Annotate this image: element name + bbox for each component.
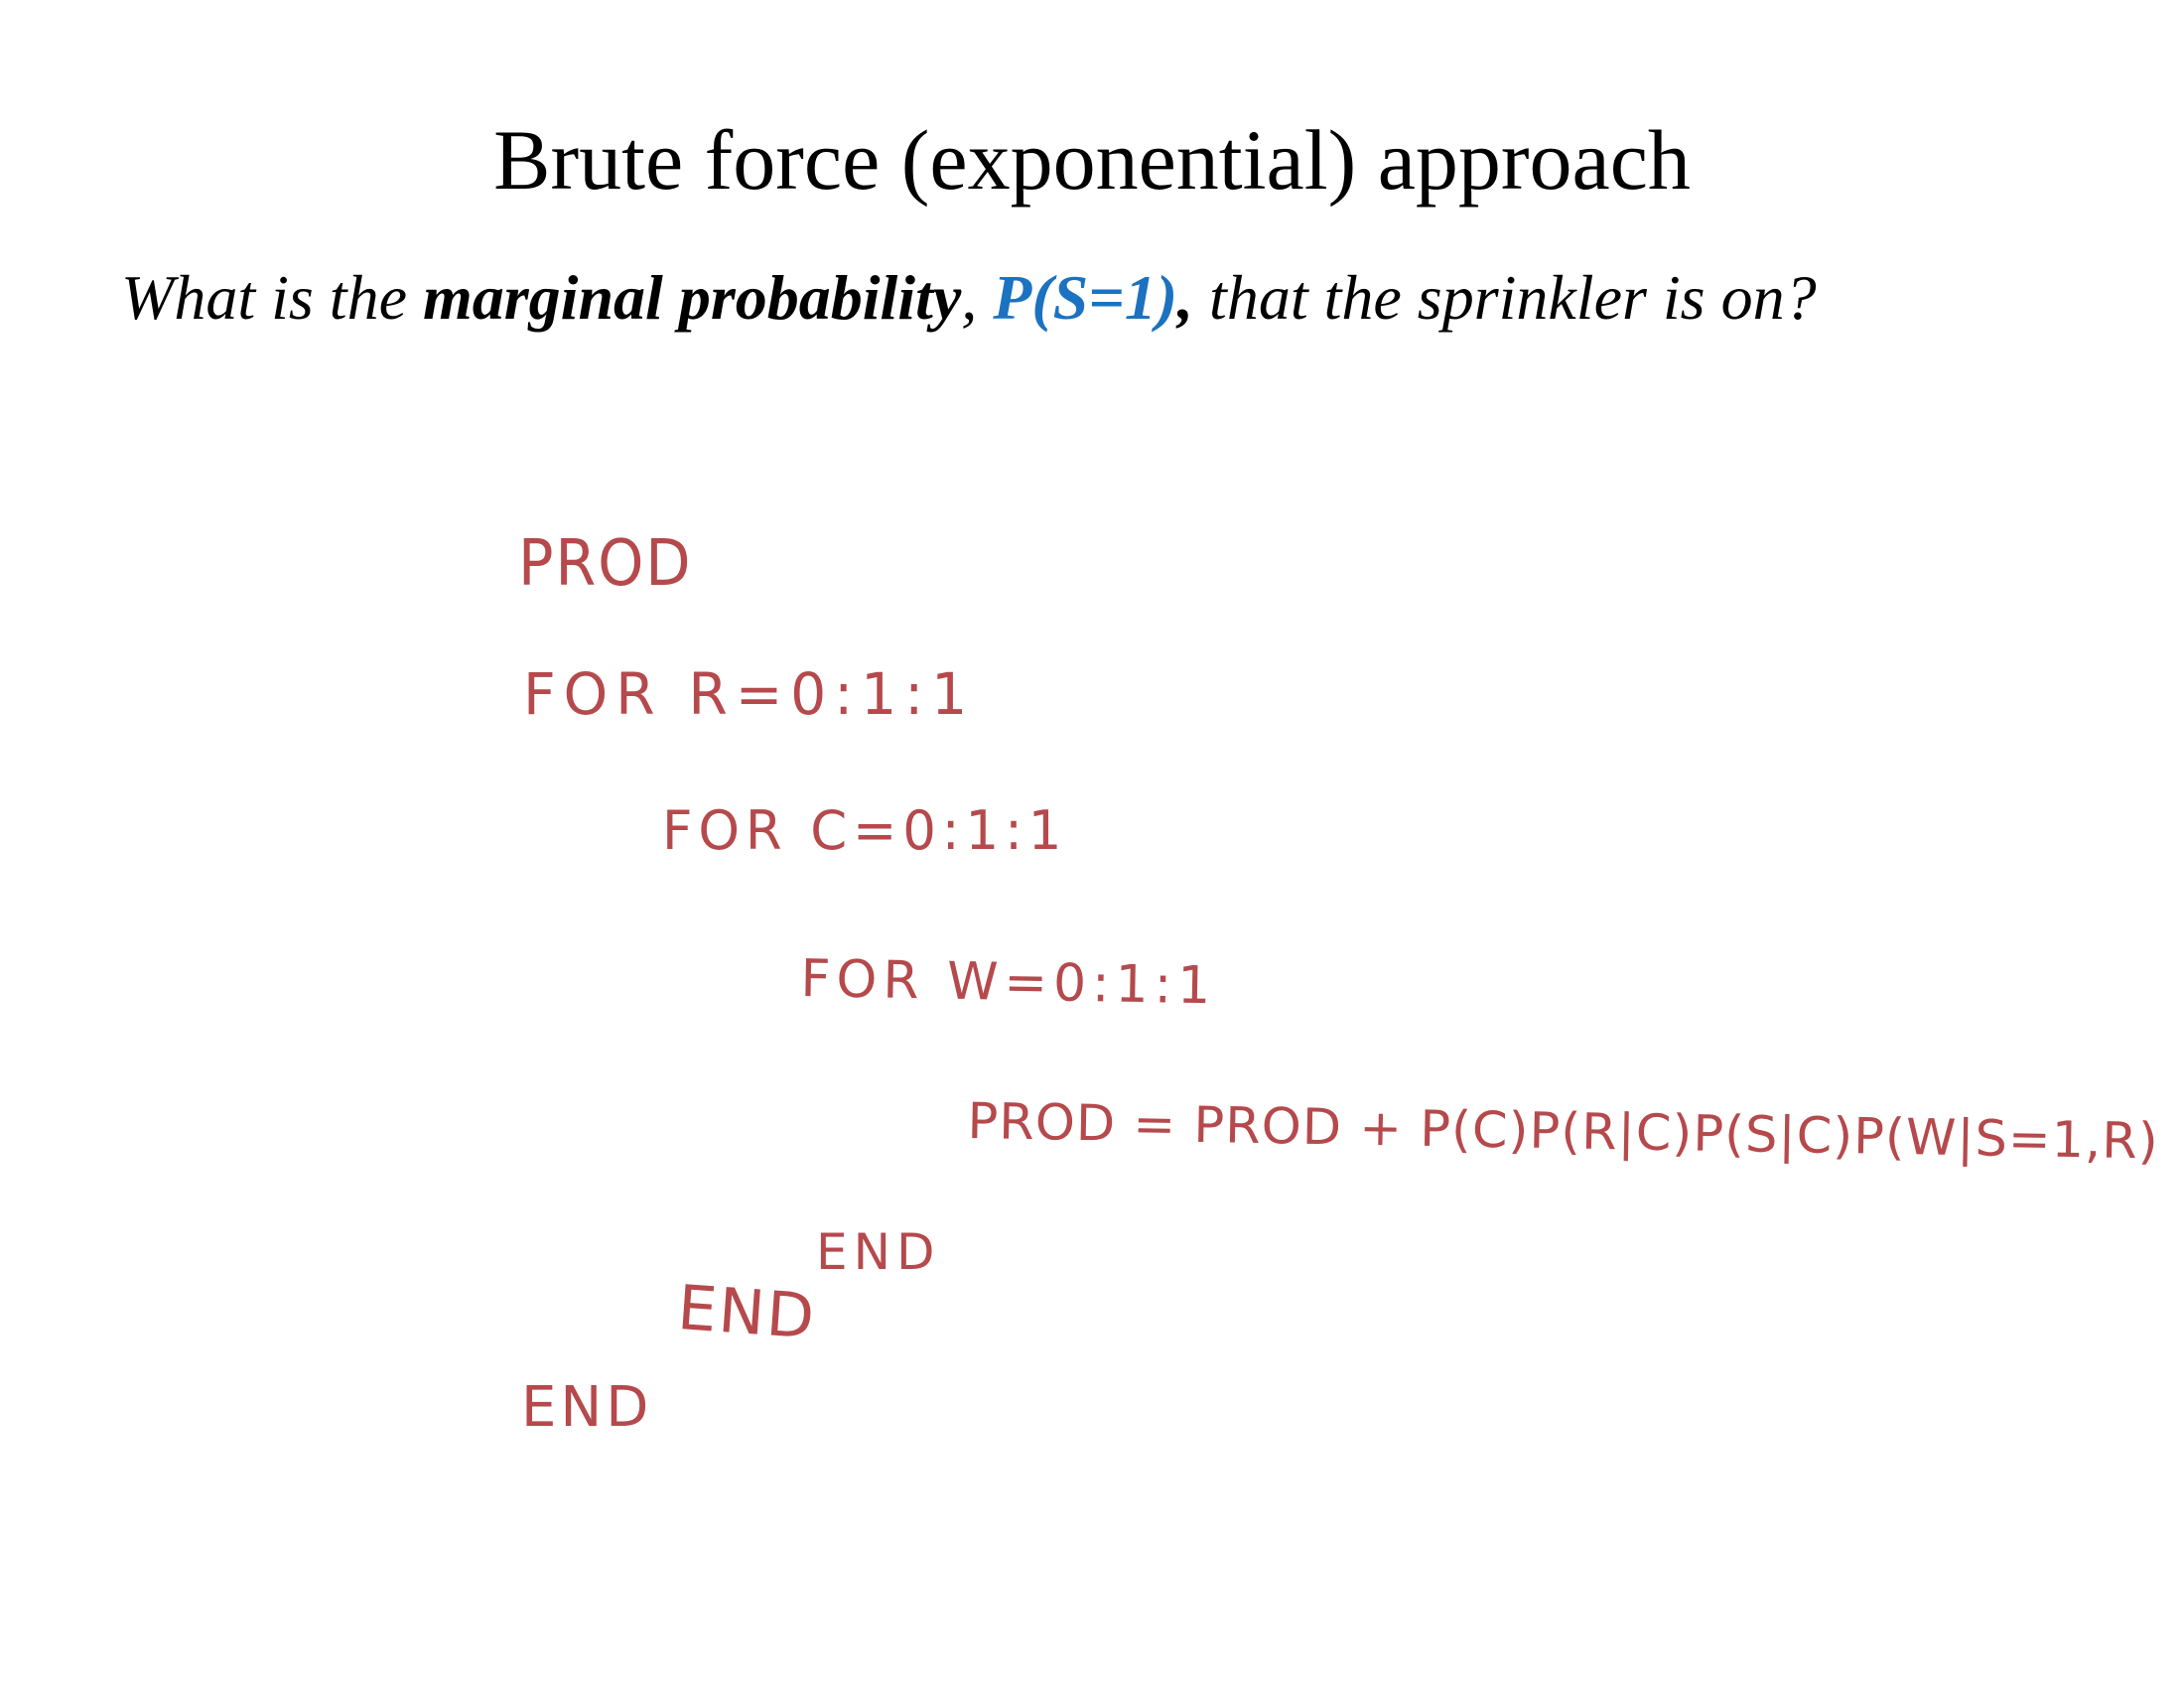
question-comma: , [961,262,994,333]
handwritten-loop-c: FOR C=0:1:1 [662,799,1068,862]
handwritten-prod-init: PROD [518,527,693,601]
handwritten-loop-r: FOR R=0:1:1 [523,660,976,728]
handwritten-end-inner: END [816,1223,941,1281]
slide-title: Brute force (exponential) approach [493,112,1691,208]
handwritten-prod-update: PROD = PROD + P(C)P(R|C)P(S|C)P(W|S=1,R) [967,1092,2160,1171]
probability-expression: P(S=1) [993,262,1178,333]
marginal-probability-term: marginal probability [422,262,962,333]
handwritten-end-middle: END [675,1271,819,1353]
question-prefix: What is the [121,262,423,333]
question-text [121,262,1817,333]
handwritten-end-outer: END [521,1375,653,1440]
question-bold-comma: , [1177,262,1194,333]
question-suffix: that the sprinkler is on? [1193,262,1817,333]
handwritten-loop-w: FOR W=0:1:1 [800,949,1217,1017]
